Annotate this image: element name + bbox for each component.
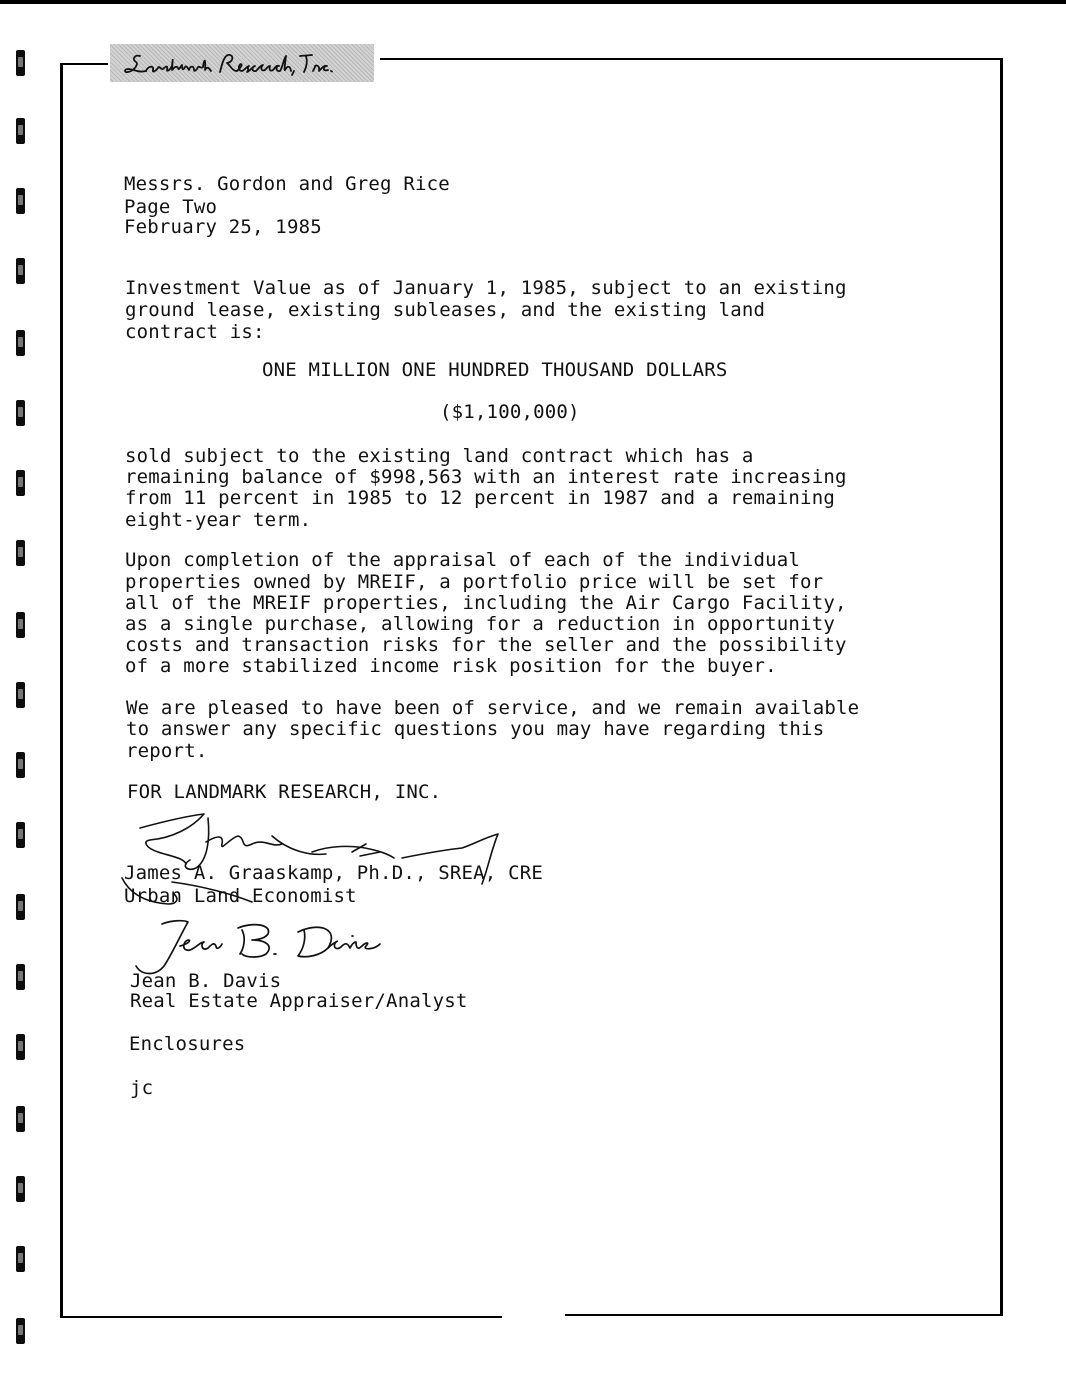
page-border-top	[380, 58, 1003, 60]
page-border-top	[60, 63, 108, 65]
paragraph-line: We are pleased to have been of service, and we remain available	[126, 697, 860, 719]
binder-hole	[16, 50, 25, 76]
paragraph-line: Upon completion of the appraisal of each of the individual	[125, 549, 801, 571]
paragraph-line: eight-year term.	[125, 509, 312, 531]
binder-hole	[16, 470, 25, 496]
signatory-name: Jean B. Davis	[130, 970, 282, 992]
page-border-left	[60, 63, 63, 1318]
signatory-title: Real Estate Appraiser/Analyst	[130, 990, 468, 1012]
paragraph-line: as a single purchase, allowing for a reduction in opportunity	[125, 613, 835, 635]
signatory-name: James A. Graaskamp, Ph.D., SREA, CRE	[124, 862, 544, 884]
paragraph-line: of a more stabilized income risk position for the buyer.	[125, 655, 777, 677]
binder-hole	[16, 1034, 25, 1060]
binder-hole	[16, 540, 25, 566]
binder-hole	[16, 964, 25, 990]
intro-line: Investment Value as of January 1, 1985, subject to an existing	[125, 277, 847, 299]
binder-hole	[16, 118, 25, 144]
paragraph-line: remaining balance of $998,563 with an interest rate increasing	[125, 466, 847, 488]
binder-hole	[16, 1246, 25, 1272]
page-border-right	[1000, 58, 1003, 1315]
binder-hole	[16, 894, 25, 920]
paragraph-line: sold subject to the existing land contract which has a	[125, 445, 754, 467]
binder-hole	[16, 822, 25, 848]
signatory-title: Urban Land Economist	[124, 885, 357, 907]
page-border-bottom	[565, 1314, 1003, 1316]
value-in-words: ONE MILLION ONE HUNDRED THOUSAND DOLLARS	[262, 359, 728, 381]
paragraph-line: all of the MREIF properties, including the Air Cargo Facility,	[125, 592, 847, 614]
paragraph-line: properties owned by MREIF, a portfolio price will be set for	[125, 571, 824, 593]
intro-line: contract is:	[125, 321, 265, 343]
binder-hole	[16, 1106, 25, 1132]
typist-initials: jc	[130, 1077, 154, 1099]
binder-hole	[16, 330, 25, 356]
scan-top-edge	[0, 0, 1066, 4]
binder-hole	[16, 682, 25, 708]
paragraph-line: from 11 percent in 1985 to 12 percent in 1987 and a remaining	[125, 487, 835, 509]
sign-off: FOR LANDMARK RESEARCH, INC.	[127, 781, 442, 803]
page-number: Page Two	[124, 196, 218, 218]
intro-line: ground lease, existing subleases, and the existing land	[125, 299, 766, 321]
company-logo-script	[110, 44, 374, 82]
binder-holes	[16, 0, 32, 1380]
enclosures-note: Enclosures	[129, 1033, 246, 1055]
letter-date: February 25, 1985	[124, 216, 322, 238]
binder-hole	[16, 258, 25, 284]
binder-hole	[16, 1176, 25, 1202]
value-figure: ($1,100,000)	[440, 401, 580, 423]
paragraph-line: to answer any specific questions you may have regarding this	[126, 718, 825, 740]
paragraph-line: costs and transaction risks for the seller and the possibility	[125, 634, 847, 656]
binder-hole	[16, 752, 25, 778]
recipient-name: Messrs. Gordon and Greg Rice	[124, 173, 450, 195]
paragraph-line: report.	[126, 740, 208, 762]
binder-hole	[16, 1318, 25, 1344]
binder-hole	[16, 400, 25, 426]
binder-hole	[16, 188, 25, 214]
binder-hole	[16, 612, 25, 638]
page-border-bottom	[60, 1316, 502, 1318]
company-logo	[110, 44, 374, 82]
